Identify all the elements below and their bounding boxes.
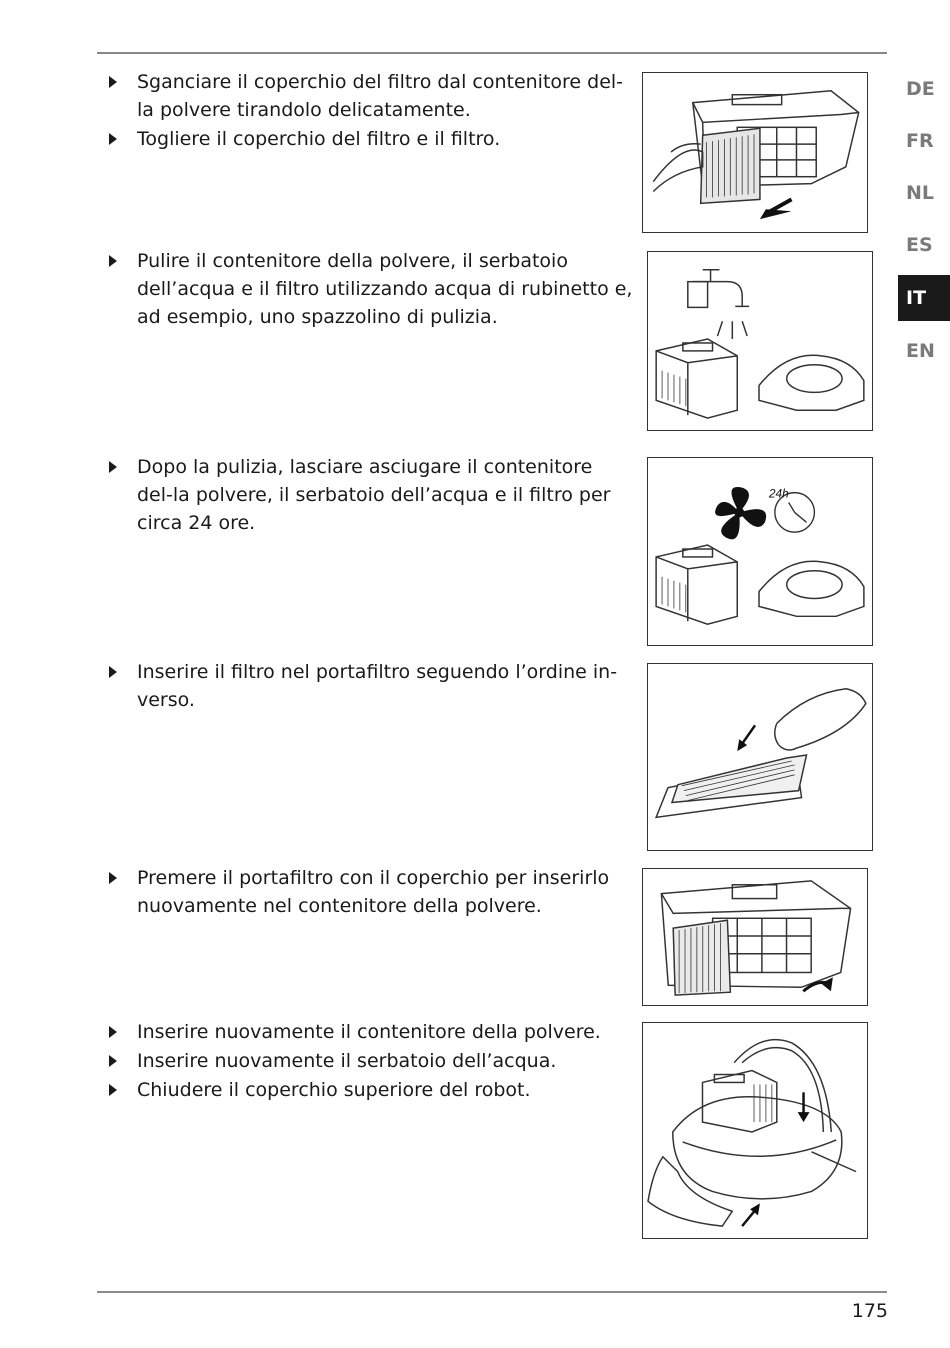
filter-holder-illustration bbox=[643, 869, 867, 1005]
figure-dry-24h bbox=[647, 457, 873, 646]
bullet-arrow-icon bbox=[109, 255, 117, 267]
lang-tab-fr[interactable]: FR bbox=[906, 130, 934, 152]
robot-illustration bbox=[643, 1023, 867, 1238]
figure-remove-filter-cover bbox=[642, 72, 868, 233]
instruction-step bbox=[104, 68, 634, 124]
water-tank-icon bbox=[759, 355, 864, 410]
top-rule bbox=[97, 52, 887, 54]
figure-reinsert-dustbin-robot bbox=[642, 1022, 868, 1239]
fan-icon bbox=[715, 487, 766, 539]
step-text: Premere il portafiltro con il coperchio per inserirlo nuovamente nel contenitore della polvere. bbox=[137, 867, 610, 917]
instruction-section-2 bbox=[104, 247, 634, 332]
cleaning-illustration bbox=[648, 252, 872, 430]
arrow-icon bbox=[760, 209, 792, 219]
step-text: Dopo la pulizia, lasciare asciugare il contenitore del-la polvere, il serbatoio dell’acqua e il filtro per circa 24 ore. bbox=[137, 456, 611, 534]
drying-time-label: 24h bbox=[768, 486, 789, 501]
bullet-arrow-icon bbox=[109, 1084, 117, 1096]
step-text: Inserire nuovamente il contenitore della polvere. bbox=[137, 1021, 601, 1043]
tap-icon bbox=[693, 270, 749, 307]
arrow-icon bbox=[737, 739, 747, 751]
water-tank-icon bbox=[648, 1157, 732, 1226]
figure-reinsert-filter-holder bbox=[642, 868, 868, 1006]
bullet-arrow-icon bbox=[109, 133, 117, 145]
instruction-step bbox=[104, 453, 634, 537]
step-text: Sganciare il coperchio del filtro dal contenitore del-la polvere tirandolo delicatamente. bbox=[137, 71, 624, 121]
lang-tab-nl[interactable]: NL bbox=[906, 182, 935, 204]
dustbin-filter-illustration bbox=[643, 73, 867, 232]
lang-tab-es[interactable]: ES bbox=[906, 234, 933, 256]
bullet-arrow-icon bbox=[109, 1055, 117, 1067]
instruction-section-4 bbox=[104, 658, 634, 715]
instruction-step bbox=[104, 125, 634, 153]
filter-insert-illustration bbox=[648, 664, 872, 850]
lang-tab-en[interactable]: EN bbox=[906, 340, 935, 362]
bullet-arrow-icon bbox=[109, 666, 117, 678]
page-number: 175 bbox=[851, 1300, 888, 1322]
instruction-step bbox=[104, 1047, 634, 1075]
step-text: Inserire il filtro nel portafiltro seguendo l’ordine in-verso. bbox=[137, 661, 618, 711]
step-text: Pulire il contenitore della polvere, il serbatoio dell’acqua e il filtro utilizzando acqua di rubinetto e, ad esempio, uno spazzolino di pulizia. bbox=[137, 250, 633, 328]
instruction-step bbox=[104, 1076, 634, 1104]
instruction-step bbox=[104, 864, 634, 920]
step-text: Inserire nuovamente il serbatoio dell’acqua. bbox=[137, 1050, 557, 1072]
bullet-arrow-icon bbox=[109, 461, 117, 473]
bottom-rule bbox=[97, 1291, 887, 1293]
step-text: Chiudere il coperchio superiore del robot. bbox=[137, 1079, 531, 1101]
instruction-section-6 bbox=[104, 1018, 634, 1105]
bullet-arrow-icon bbox=[109, 76, 117, 88]
instruction-section-5 bbox=[104, 864, 634, 921]
figure-clean-with-water bbox=[647, 251, 873, 431]
instruction-step bbox=[104, 658, 634, 714]
lang-tab-de[interactable]: DE bbox=[906, 78, 935, 100]
instruction-step bbox=[104, 247, 634, 331]
lang-tab-it[interactable]: IT bbox=[898, 275, 950, 321]
drying-illustration bbox=[648, 458, 872, 645]
bullet-arrow-icon bbox=[109, 872, 117, 884]
instruction-section-1 bbox=[104, 68, 634, 154]
figure-insert-filter bbox=[647, 663, 873, 851]
step-text: Togliere il coperchio del filtro e il filtro. bbox=[137, 128, 501, 150]
instruction-section-3 bbox=[104, 453, 634, 538]
instruction-step bbox=[104, 1018, 634, 1046]
arrow-icon bbox=[798, 1112, 810, 1122]
bullet-arrow-icon bbox=[109, 1026, 117, 1038]
